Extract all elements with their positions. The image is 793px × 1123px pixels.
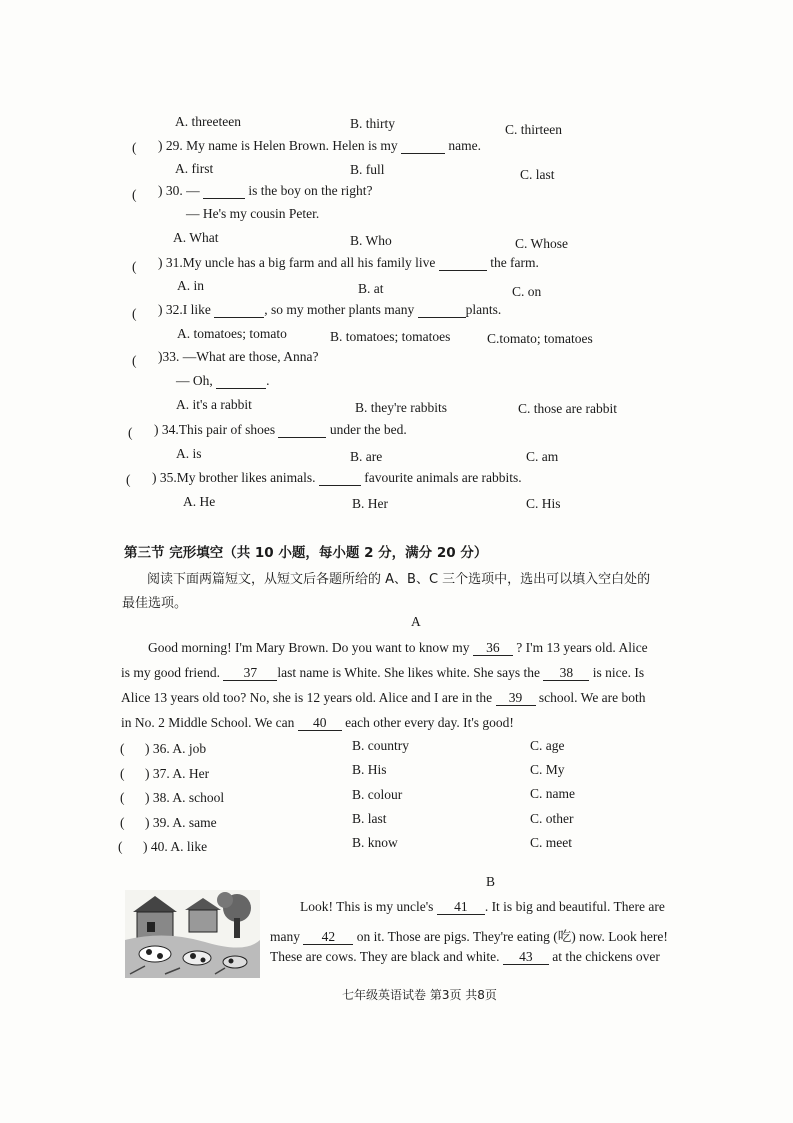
option-row-39-b: B. last xyxy=(352,811,387,826)
passage-a-text: last name is White. She likes white. She says the xyxy=(277,665,540,680)
blank-41[interactable]: 41 xyxy=(437,900,485,915)
q31-blank[interactable] xyxy=(439,256,487,271)
q29-tail: name. xyxy=(448,138,481,153)
q35-paren: ( xyxy=(126,472,131,487)
option-row-37-paren: ( xyxy=(120,766,125,781)
q34-option-a: A. is xyxy=(176,446,202,461)
option-row-37-a: ) 37. A. Her xyxy=(145,766,210,781)
q32-blank-1[interactable] xyxy=(214,303,264,318)
page-footer: 七年级英语试卷 第3页 共8页 xyxy=(342,988,497,1002)
q33-reply-end: . xyxy=(266,373,270,388)
q33-stem: )33. —What are those, Anna? xyxy=(158,349,319,364)
option-row-36-c: C. age xyxy=(530,738,565,753)
passage-a-text: Alice 13 years old too? No, she is 12 years old. Alice and I are in the xyxy=(121,690,493,705)
q31-option-b: B. at xyxy=(358,281,384,296)
q29-option-b: B. full xyxy=(350,162,385,177)
q30-stem xyxy=(158,183,372,199)
q29-paren: ( xyxy=(132,140,137,155)
blank-39[interactable]: 39 xyxy=(496,691,536,706)
passage-b-text: many xyxy=(270,929,300,944)
section-3-instruction-1: 阅读下面两篇短文，从短文后各题所给的 A、B、C 三个选项中，选出可以填入空白处的 xyxy=(147,572,651,587)
option-row-38-paren: ( xyxy=(120,790,125,805)
blank-42[interactable]: 42 xyxy=(303,930,353,945)
q30-option-b: B. Who xyxy=(350,233,392,248)
q32-mid: , so my mother plants many xyxy=(264,302,415,317)
q30-paren: ( xyxy=(132,187,137,202)
option-row-37-b: B. His xyxy=(352,762,387,777)
option-row-40-paren: ( xyxy=(118,839,123,854)
q29-option-a: A. first xyxy=(175,161,214,176)
q31-option-c: C. on xyxy=(512,284,542,299)
q34-option-c: C. am xyxy=(526,449,559,464)
q35-tail: favourite animals are rabbits. xyxy=(364,470,522,485)
q35-option-c: C. His xyxy=(526,496,561,511)
q31-text: ) 31.My uncle has a big farm and all his family live xyxy=(158,255,436,270)
q34-option-b: B. are xyxy=(350,449,383,464)
passage-b-label: B xyxy=(486,874,496,889)
q35-option-b: B. Her xyxy=(352,496,388,511)
q30-tail: is the boy on the right? xyxy=(248,183,373,198)
q32-blank-2[interactable] xyxy=(418,303,466,318)
option-row-40-c: C. meet xyxy=(530,835,572,850)
option-row-38-b: B. colour xyxy=(352,787,403,802)
passage-a-line-1 xyxy=(148,640,648,656)
q35-option-a: A. He xyxy=(183,494,216,509)
q31-stem xyxy=(158,255,539,271)
q32-stem xyxy=(158,302,501,318)
option-row-36-a: ) 36. A. job xyxy=(145,741,207,756)
q31-tail: the farm. xyxy=(490,255,539,270)
q30-option-a: A. What xyxy=(173,230,219,245)
passage-b-line-2 xyxy=(270,925,668,945)
q33-option-b: B. they're rabbits xyxy=(355,400,448,415)
section-3-title: 第三节 完形填空（共 10 小题，每小题 2 分，满分 20 分） xyxy=(124,545,488,561)
blank-43[interactable]: 43 xyxy=(503,950,549,965)
passage-a-label: A xyxy=(411,614,421,629)
q31-option-a: A. in xyxy=(177,278,204,293)
option-row-38-c: C. name xyxy=(530,786,575,801)
passage-b-text: . It is big and beautiful. There are xyxy=(484,899,665,914)
option-row-36-b: B. country xyxy=(352,738,409,753)
passage-a-text: is my good friend. xyxy=(121,665,220,680)
q32-paren: ( xyxy=(132,306,137,321)
option-row-36-paren: ( xyxy=(120,741,125,756)
q32-text: ) 32.I like xyxy=(158,302,211,317)
q34-stem xyxy=(154,422,407,438)
farm-illustration xyxy=(125,890,260,978)
q33-paren: ( xyxy=(132,353,137,368)
q29-option-c: C. last xyxy=(520,167,555,182)
passage-a-text: ? I'm 13 years old. Alice xyxy=(516,640,648,655)
q29-text: ) 29. My name is Helen Brown. Helen is my xyxy=(158,138,398,153)
q30-reply: — He's my cousin Peter. xyxy=(186,206,320,221)
q30-blank[interactable] xyxy=(203,184,245,199)
q30-option-c: C. Whose xyxy=(515,236,568,251)
q28-option-a: A. threeteen xyxy=(175,114,241,129)
passage-a-text: in No. 2 Middle School. We can xyxy=(121,715,295,730)
passage-b-line-1 xyxy=(300,899,665,915)
q33-blank[interactable] xyxy=(216,374,266,389)
passage-b-text: on it. Those are pigs. They're eating (吃) now. Look here! xyxy=(356,929,668,944)
q35-stem xyxy=(152,470,522,486)
q32-option-c: C.tomato; tomatoes xyxy=(487,331,593,346)
passage-a-text: each other every day. It's good! xyxy=(345,715,514,730)
passage-a-text: is nice. Is xyxy=(592,665,645,680)
passage-b-text: at the chickens over xyxy=(552,949,660,964)
option-row-40-a: ) 40. A. like xyxy=(143,839,208,854)
option-row-40-b: B. know xyxy=(352,835,398,850)
blank-37[interactable]: 37 xyxy=(223,666,277,681)
passage-a-text: Good morning! I'm Mary Brown. Do you want to know my xyxy=(148,640,470,655)
passage-a-line-4 xyxy=(121,715,514,731)
q32-tail: plants. xyxy=(465,302,502,317)
option-row-39-paren: ( xyxy=(120,815,125,830)
q33-reply-text: — Oh, xyxy=(176,373,213,388)
passage-b-text: These are cows. They are black and white. xyxy=(270,949,500,964)
q31-paren: ( xyxy=(132,259,137,274)
blank-40[interactable]: 40 xyxy=(298,716,342,731)
option-row-38-a: ) 38. A. school xyxy=(145,790,225,805)
q33-reply xyxy=(176,373,270,389)
q32-option-b: B. tomatoes; tomatoes xyxy=(330,329,451,344)
section-3-instruction-2: 最佳选项。 xyxy=(122,596,188,611)
passage-a-line-2 xyxy=(121,665,644,681)
q34-blank[interactable] xyxy=(278,423,326,438)
passage-a-text: school. We are both xyxy=(538,690,646,705)
q32-option-a: A. tomatoes; tomato xyxy=(177,326,287,341)
q30-text: ) 30. — xyxy=(158,183,200,198)
q33-option-a: A. it's a rabbit xyxy=(176,397,252,412)
q34-text: ) 34.This pair of shoes xyxy=(154,422,276,437)
option-row-39-a: ) 39. A. same xyxy=(145,815,217,830)
option-row-37-c: C. My xyxy=(530,762,565,777)
blank-36[interactable]: 36 xyxy=(473,641,513,656)
q29-stem xyxy=(158,138,481,154)
blank-38[interactable]: 38 xyxy=(543,666,589,681)
q33-option-c: C. those are rabbit xyxy=(518,401,617,416)
q35-blank[interactable] xyxy=(319,471,361,486)
q28-option-c: C. thirteen xyxy=(505,122,562,137)
q34-paren: ( xyxy=(128,425,133,440)
q28-option-b: B. thirty xyxy=(350,116,396,131)
option-row-39-c: C. other xyxy=(530,811,574,826)
passage-b-line-3 xyxy=(270,949,660,965)
q34-tail: under the bed. xyxy=(329,422,407,437)
passage-a-line-3 xyxy=(121,690,646,706)
passage-b-text: Look! This is my uncle's xyxy=(300,899,434,914)
q29-blank[interactable] xyxy=(401,139,445,154)
q35-text: ) 35.My brother likes animals. xyxy=(152,470,316,485)
